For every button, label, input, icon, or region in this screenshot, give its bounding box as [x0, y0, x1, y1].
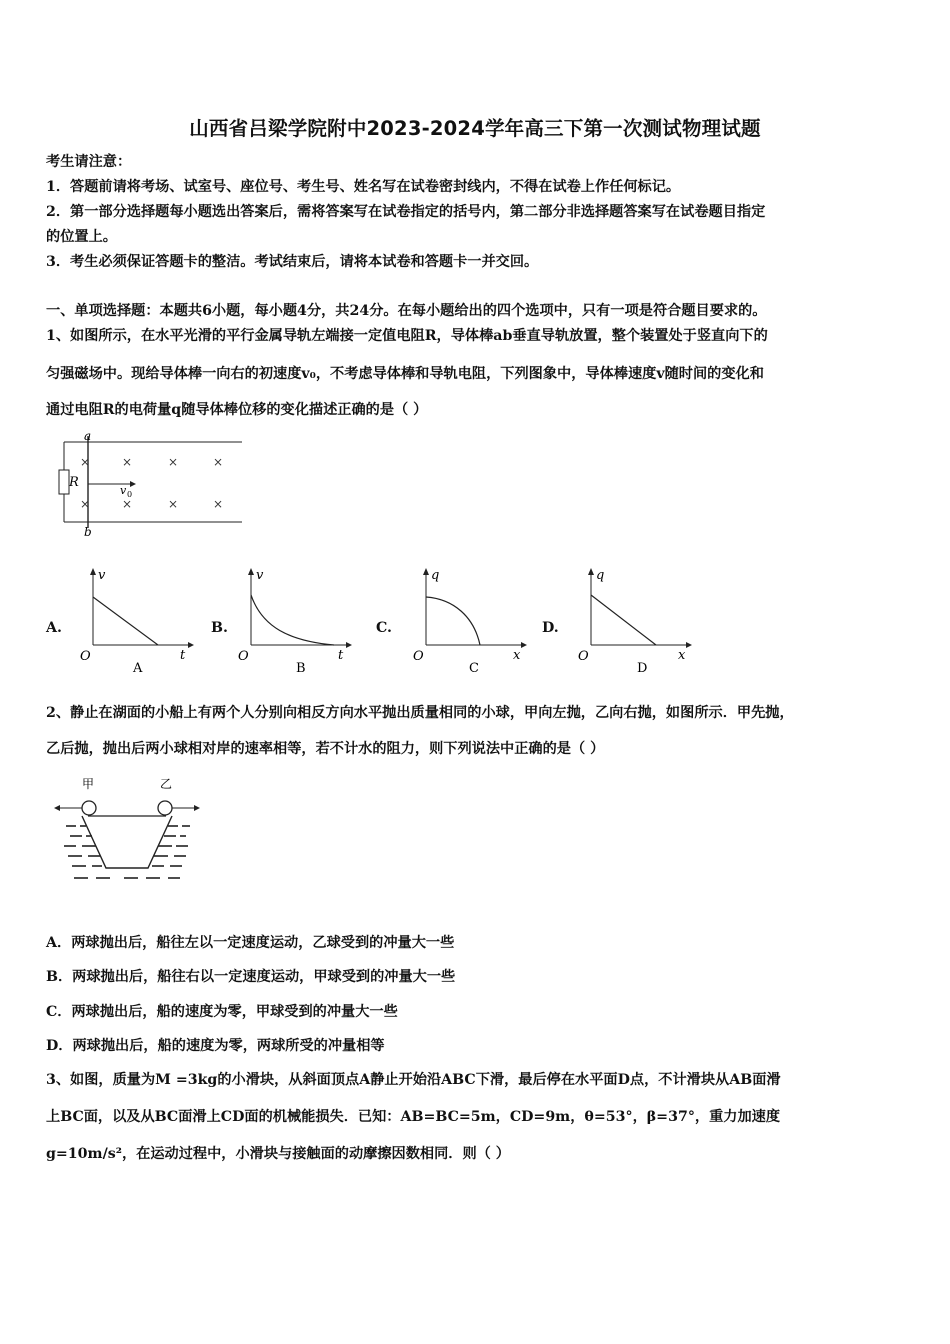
q2-option: D．两球抛出后，船的速度为零，两球所受的冲量相等	[46, 1038, 385, 1054]
option-b-graph	[234, 565, 354, 677]
x-axis-label: t	[180, 648, 186, 663]
field-cross: ×	[80, 497, 91, 511]
option-a-graph	[76, 565, 196, 677]
q1-text: 通过电阻R的电荷量q随导体棒位移的变化描述正确的是（ ）	[46, 402, 428, 418]
field-cross: ×	[213, 455, 224, 469]
q2-option: A．两球抛出后，船往左以一定速度运动，乙球受到的冲量大一些	[46, 935, 455, 951]
label-b: b	[84, 525, 92, 539]
option-c-graph	[409, 565, 529, 677]
graph-caption: B	[296, 661, 306, 676]
option-d-graph	[574, 565, 694, 677]
q3-text: g=10m/s²，在运动过程中，小滑块与接触面的动摩擦因数相同．则（ ）	[46, 1146, 510, 1162]
field-cross: ×	[122, 455, 133, 469]
origin-label: O	[80, 649, 91, 664]
notice-item: 的位置上。	[46, 229, 117, 245]
option-letter: D.	[542, 620, 559, 636]
y-axis-label: v	[256, 568, 264, 583]
q3-text: 3、如图，质量为M =3kg的小滑块，从斜面顶点A静止开始沿ABC下滑，最后停在水平面D点，不计滑块从AB面滑	[46, 1072, 781, 1088]
graph-caption: C	[469, 661, 479, 676]
q2-option: C．两球抛出后，船的速度为零，甲球受到的冲量大一些	[46, 1004, 398, 1020]
option-letter: A.	[46, 620, 62, 636]
q2-text: 乙后抛，抛出后两小球相对岸的速率相等，若不计水的阻力，则下列说法中正确的是（ ）	[46, 741, 605, 757]
label-yi: 乙	[160, 777, 173, 791]
q2-text: 2、静止在湖面的小船上有两个人分别向相反方向水平抛出质量相同的小球，甲向左抛，乙向右抛，如图所示．甲先抛，	[46, 705, 794, 721]
origin-label: O	[238, 649, 249, 664]
section-heading: 一、单项选择题：本题共6小题，每小题4分，共24分。在每小题给出的四个选项中，只有一项是符合题目要求的。	[46, 303, 767, 319]
graph-caption: D	[637, 661, 648, 676]
y-axis-label: q	[596, 568, 605, 583]
q2-boat-figure	[52, 774, 202, 886]
option-letter: B.	[211, 620, 228, 636]
q3-text: 上BC面，以及从BC面滑上CD面的机械能损失．已知：AB=BC=5m，CD=9m，θ=53°，β=37°，重力加速度	[46, 1109, 781, 1125]
y-axis-label: q	[431, 568, 440, 583]
label-jia: 甲	[82, 777, 95, 791]
x-axis-label: x	[678, 648, 686, 663]
page-title: 山西省吕梁学院附中2023-2024学年高三下第一次测试物理试题	[189, 117, 761, 140]
x-axis-label: t	[338, 648, 344, 663]
origin-label: O	[578, 649, 589, 664]
y-axis-label: v	[98, 568, 106, 583]
option-letter: C.	[376, 620, 392, 636]
field-cross: ×	[168, 497, 179, 511]
notice-heading: 考生请注意：	[46, 154, 132, 170]
notice-item: 2．第一部分选择题每小题选出答案后，需将答案写在试卷指定的括号内，第二部分非选择题答案写在试卷题目指定	[46, 204, 766, 220]
notice-item: 3．考生必须保证答题卡的整洁。考试结束后，请将本试卷和答题卡一并交回。	[46, 254, 539, 270]
graph-caption: A	[133, 661, 143, 676]
label-v0-sub: 0	[127, 490, 133, 499]
ball-yi	[158, 801, 172, 815]
x-axis-label: x	[513, 648, 521, 663]
label-a: a	[84, 429, 92, 443]
field-cross: ×	[122, 497, 133, 511]
notice-item: 1．答题前请将考场、试室号、座位号、考生号、姓名写在试卷密封线内，不得在试卷上作任何标记。	[46, 179, 681, 195]
q1-text: 匀强磁场中。现给导体棒一向右的初速度v₀，不考虑导体棒和导轨电阻，下列图象中，导体棒速度v随时间的变化和	[46, 366, 764, 382]
field-cross: ×	[168, 455, 179, 469]
label-v0: v	[120, 484, 127, 497]
label-R: R	[69, 475, 79, 490]
origin-label: O	[413, 649, 424, 664]
ball-jia	[82, 801, 96, 815]
q1-text: 1、如图所示，在水平光滑的平行金属导轨左端接一定值电阻R，导体棒ab垂直导轨放置，整个装置处于竖直向下的	[46, 328, 768, 344]
field-cross: ×	[213, 497, 224, 511]
q1-circuit-figure	[46, 428, 246, 540]
q2-option: B．两球抛出后，船往右以一定速度运动，甲球受到的冲量大一些	[46, 969, 456, 985]
field-cross: ×	[80, 455, 91, 469]
